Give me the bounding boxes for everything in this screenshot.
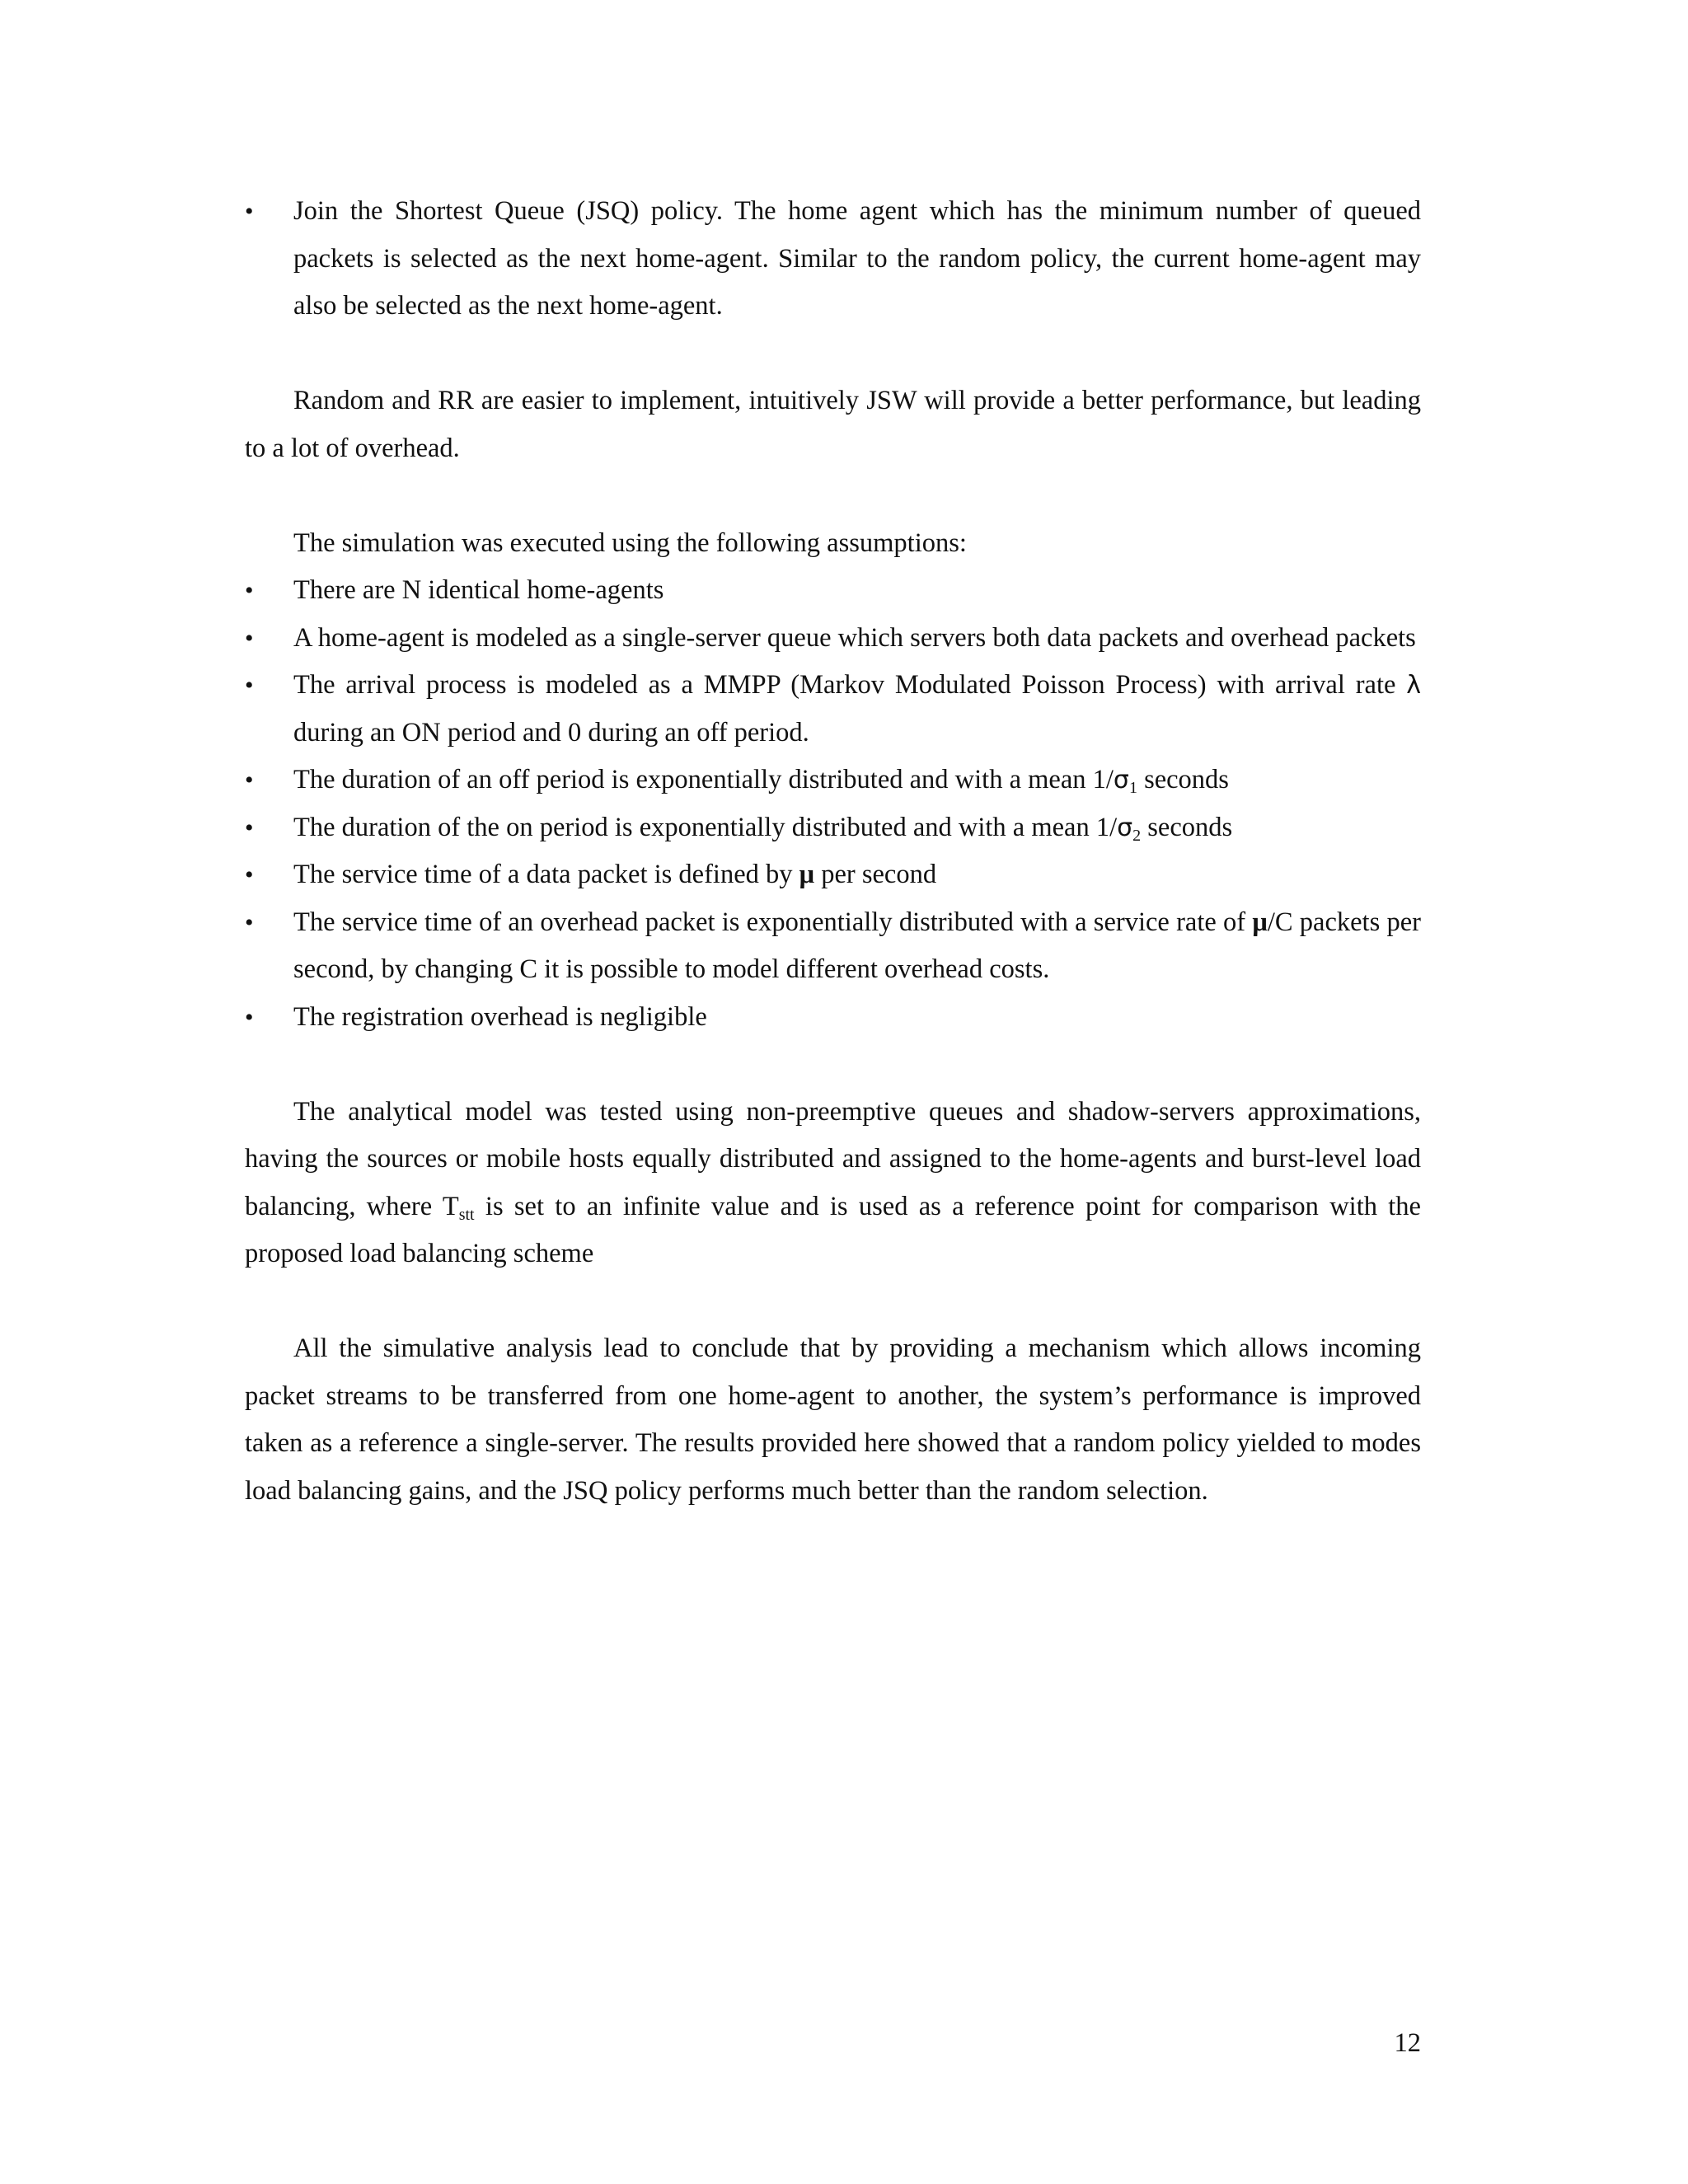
- paragraph-analytical-model: [245, 1089, 1421, 1278]
- lambda-symbol: λ: [1406, 671, 1421, 700]
- bullet-icon: •: [245, 672, 254, 699]
- bullet-icon: •: [245, 577, 254, 604]
- assumption-text: A home-agent is modeled as a single-server queue which servers both data packets and overhead packets: [293, 622, 1416, 653]
- sigma-symbol: σ: [1113, 766, 1129, 794]
- policy-jsq-item: [245, 188, 1421, 330]
- paragraph-gap: [245, 330, 1421, 378]
- assumption-text: The arrival process is modeled as a MMPP (Markov Modulated Poisson Process) with arrival rate: [293, 670, 1407, 700]
- assumption-item: [245, 804, 1421, 852]
- assumption-item: [245, 994, 1421, 1042]
- assumption-item: [245, 757, 1421, 804]
- sigma-subscript: 1: [1128, 779, 1137, 797]
- assumption-item: [245, 567, 1421, 615]
- assumption-item: [245, 899, 1421, 994]
- assumption-text: The duration of an off period is exponentially distributed and with a mean 1/: [293, 765, 1114, 794]
- paragraph-gap: [245, 1278, 1421, 1326]
- mu-symbol: μ: [1252, 907, 1268, 937]
- bullet-icon: •: [245, 1003, 254, 1031]
- sigma-subscript: 2: [1132, 826, 1142, 845]
- assumptions-list: [245, 567, 1421, 1041]
- assumption-text: /C packets per second, by changing C it is possible to model different overhead costs.: [293, 907, 1421, 984]
- assumptions-intro: The simulation was executed using the following assumptions:: [293, 527, 967, 558]
- t-stt-subscript: stt: [458, 1205, 475, 1224]
- paragraph-text: The analytical model was tested using non-preemptive queues and shadow-servers approximations, having the sources or mobile hosts equally distributed and assigned to the home-agents and burst-level load balancing, where T: [245, 1096, 1421, 1221]
- paragraph-gap: [245, 1041, 1421, 1089]
- bullet-icon: •: [245, 766, 254, 794]
- assumption-item: [245, 615, 1421, 663]
- bullet-icon: •: [245, 908, 254, 936]
- bullet-icon: •: [245, 198, 254, 225]
- assumption-item: [245, 662, 1421, 757]
- page-number: 12: [1394, 2028, 1421, 2058]
- assumption-text: The duration of the on period is exponentially distributed and with a mean 1/: [293, 812, 1118, 842]
- bullet-icon: •: [245, 813, 254, 841]
- assumption-text: The registration overhead is negligible: [293, 1001, 707, 1032]
- assumption-text: seconds: [1141, 812, 1233, 842]
- paragraph-text: is set to an infinite value and is used as a reference point for comparison with the proposed load balancing scheme: [245, 1191, 1421, 1268]
- assumption-text: seconds: [1137, 765, 1229, 794]
- assumption-text: There are N identical home-agents: [293, 575, 664, 605]
- paragraph-random-rr: Random and RR are easier to implement, intuitively JSW will provide a better performance, but leading to a lot of overhead.: [245, 386, 1421, 463]
- bullet-icon: •: [245, 624, 254, 652]
- assumption-text: The service time of a data packet is defined by: [293, 860, 799, 889]
- paragraph-conclusion: All the simulative analysis lead to conclude that by providing a mechanism which allows incoming packet streams to be transferred from one home-agent to another, the system’s performance is improved taken as a reference a single-server. The results provided here showed that a random policy yielded to modes load balancing gains, and the JSQ policy performs much better than the random selection.: [245, 1333, 1421, 1506]
- sigma-symbol: σ: [1117, 813, 1133, 842]
- mu-symbol: μ: [799, 860, 815, 889]
- assumption-text: per second: [814, 860, 937, 889]
- policy-jsq-text: Join the Shortest Queue (JSQ) policy. The home agent which has the minimum number of queued packets is selected as the next home-agent. Similar to the random policy, the current home-agent may also be selected as the next home-agent.: [293, 196, 1421, 321]
- assumption-text: during an ON period and 0 during an off period.: [293, 717, 809, 748]
- paragraph-gap: [245, 472, 1421, 520]
- page-body: [245, 188, 1421, 1515]
- bullet-icon: •: [245, 861, 254, 888]
- assumption-item: [245, 851, 1421, 899]
- assumption-text: The service time of an overhead packet is exponentially distributed with a service rate of: [293, 907, 1253, 937]
